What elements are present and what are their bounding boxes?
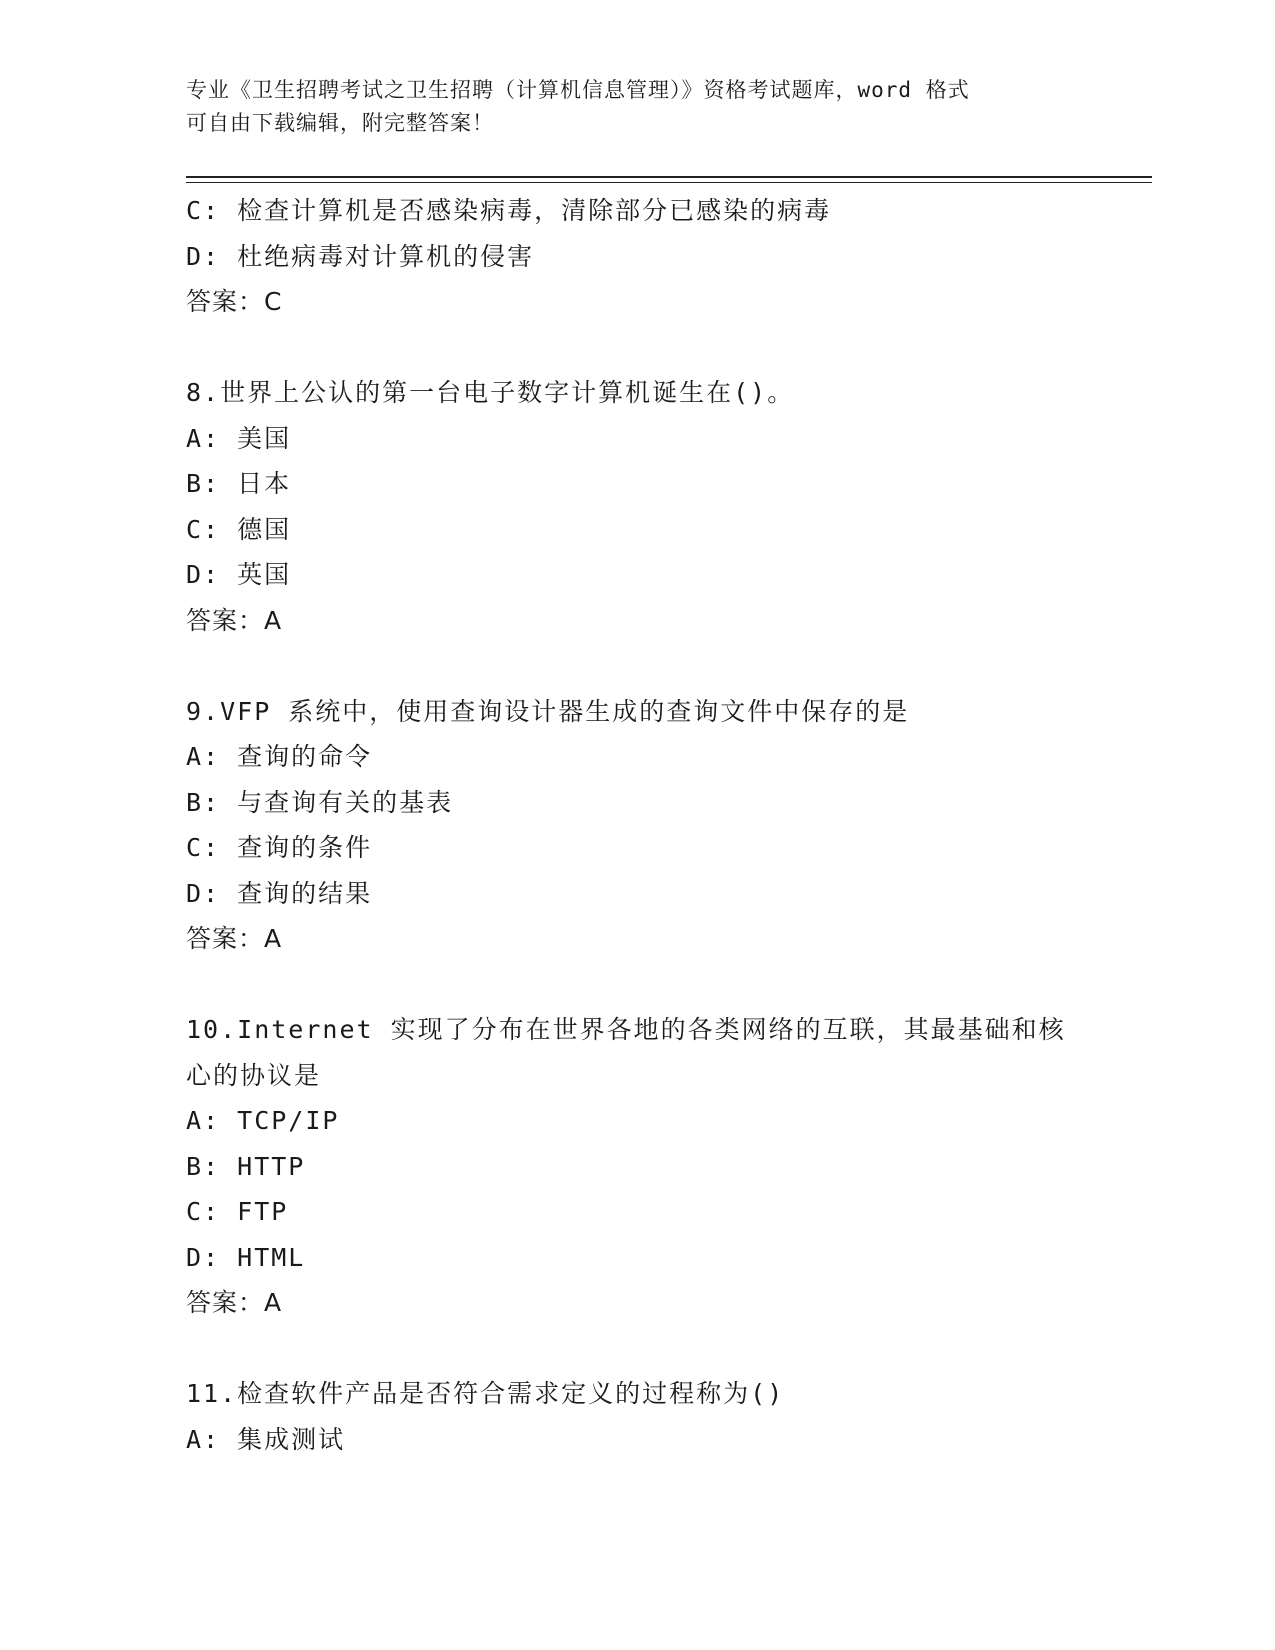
spacer bbox=[186, 1326, 1106, 1372]
question-9 bbox=[186, 689, 1106, 962]
answer-line: 答案：A bbox=[186, 605, 283, 635]
question-stem: 11.检查软件产品是否符合需求定义的过程称为() bbox=[186, 1379, 785, 1408]
header-rule-thick bbox=[186, 176, 1152, 178]
option-d: D: HTML bbox=[186, 1242, 306, 1272]
question-7-partial bbox=[186, 188, 1106, 325]
option-a: A: 集成测试 bbox=[186, 1424, 346, 1454]
question-11 bbox=[186, 1371, 1106, 1462]
question-stem: 9.VFP 系统中，使用查询设计器生成的查询文件中保存的是 bbox=[186, 696, 910, 726]
option-c: C: 检查计算机是否感染病毒，清除部分已感染的病毒 bbox=[186, 196, 832, 225]
option-d: D: 杜绝病毒对计算机的侵害 bbox=[186, 241, 535, 271]
document-header bbox=[186, 74, 1086, 140]
header-line-2: 可自由下载编辑，附完整答案！ bbox=[186, 111, 494, 135]
question-stem-line-1: 10.Internet 实现了分布在世界各地的各类网络的互联，其最基础和核 bbox=[186, 1015, 1066, 1044]
option-a: A: 美国 bbox=[186, 423, 292, 453]
option-c: C: FTP bbox=[186, 1197, 289, 1226]
option-b: B: 日本 bbox=[186, 469, 292, 498]
spacer bbox=[186, 643, 1106, 689]
spacer bbox=[186, 325, 1106, 371]
option-c: C: 查询的条件 bbox=[186, 833, 373, 862]
header-line-1: 专业《卫生招聘考试之卫生招聘（计算机信息管理）》资格考试题库，word 格式 bbox=[186, 78, 970, 102]
option-b: B: 与查询有关的基表 bbox=[186, 787, 454, 817]
question-10 bbox=[186, 1007, 1106, 1326]
answer-line: 答案：A bbox=[186, 1288, 283, 1317]
answer-line: 答案：A bbox=[186, 924, 283, 953]
header-rule-thin bbox=[186, 182, 1152, 183]
option-a: A: TCP/IP bbox=[186, 1106, 340, 1135]
answer-line: 答案：C bbox=[186, 287, 283, 316]
option-a: A: 查询的命令 bbox=[186, 742, 373, 771]
question-stem: 8.世界上公认的第一台电子数字计算机诞生在()。 bbox=[186, 378, 795, 407]
spacer bbox=[186, 962, 1106, 1008]
question-stem-line-2: 心的协议是 bbox=[186, 1060, 322, 1090]
option-d: D: 英国 bbox=[186, 560, 292, 589]
option-d: D: 查询的结果 bbox=[186, 878, 373, 908]
option-b: B: HTTP bbox=[186, 1151, 306, 1181]
question-8 bbox=[186, 370, 1106, 643]
question-list bbox=[186, 188, 1106, 1462]
option-c: C: 德国 bbox=[186, 514, 292, 544]
